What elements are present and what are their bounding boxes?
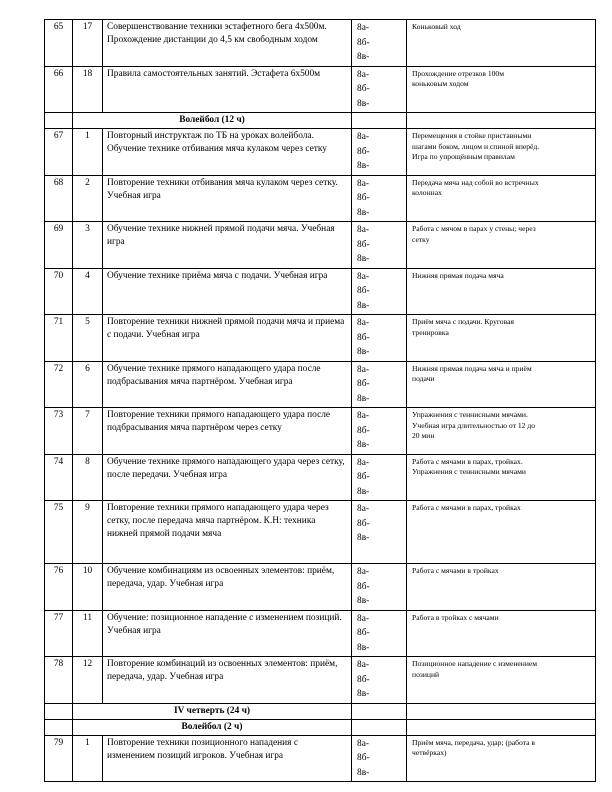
activity-line: Позиционное нападение с изменением xyxy=(412,659,538,668)
lesson-topic: Повторный инструктаж по ТБ на уроках волейбола. Обучение технике отбивания мяча кулаком через сетку xyxy=(103,129,352,176)
lesson-plan-body xyxy=(45,20,596,782)
lesson-number: 78 xyxy=(45,657,73,704)
lesson-row xyxy=(45,735,596,782)
class-list xyxy=(352,610,407,657)
section-lesson-number: 8 xyxy=(73,454,103,501)
activity-description xyxy=(407,20,596,67)
lesson-topic: Совершенствование техники эстафетного бега 4х500м. Прохождение дистанции до 4,5 км свободным ходом xyxy=(103,20,352,67)
activity-line: четвёрках) xyxy=(412,748,447,757)
class-label: 8а- xyxy=(357,271,369,282)
class-list xyxy=(352,564,407,611)
class-label: 8в- xyxy=(357,254,370,264)
class-label: 8в- xyxy=(357,207,370,218)
lesson-topic: Повторение техники отбивания мяча кулаком через сетку. Учебная игра xyxy=(103,175,352,222)
class-label: 8б- xyxy=(357,628,370,638)
lesson-row xyxy=(45,454,596,501)
activity-line: колоннах xyxy=(412,188,442,197)
class-label: 8а- xyxy=(357,567,369,577)
lesson-row xyxy=(45,175,596,222)
activity-line: Нижняя прямая подача мяча xyxy=(412,270,504,280)
lesson-number: 68 xyxy=(45,175,73,222)
lesson-row xyxy=(45,20,596,67)
lesson-topic: Повторение комбинаций из освоенных элементов: приём, передача, удар. Учебная игра xyxy=(103,657,352,704)
class-list xyxy=(352,175,407,222)
class-label: 8б- xyxy=(357,84,370,94)
class-label: 8а- xyxy=(357,660,369,670)
activity-line: Упражнения с теннисными мячами. xyxy=(412,410,528,419)
lesson-row xyxy=(45,66,596,113)
class-label: 8б- xyxy=(357,753,370,763)
lesson-row xyxy=(45,315,596,362)
activity-description xyxy=(407,610,596,657)
class-label: 8в- xyxy=(357,347,370,357)
activity-description xyxy=(407,657,596,704)
activity-line: Работа с мячами в парах, тройках. xyxy=(412,456,523,466)
class-label: 8а- xyxy=(357,69,369,80)
class-label: 8в- xyxy=(357,393,370,404)
activity-line: Работа с мячами в тройках xyxy=(412,566,499,575)
class-list xyxy=(352,315,407,362)
class-label: 8в- xyxy=(357,533,370,543)
lesson-number: 65 xyxy=(45,20,73,67)
class-label: 8б- xyxy=(357,379,370,389)
activity-line: Учебная игра длительностью от 12 до xyxy=(412,420,535,430)
lesson-number: 76 xyxy=(45,564,73,611)
activity-line: коньковым ходом xyxy=(412,79,469,88)
lesson-topic: Обучение технике прямого нападающего удара через сетку, после передачи. Учебная игра xyxy=(103,454,352,501)
lesson-row xyxy=(45,408,596,455)
activity-line: 20 мин xyxy=(412,431,435,440)
class-list xyxy=(352,20,407,67)
section-class-cell xyxy=(352,703,407,719)
section-activity-cell xyxy=(407,703,596,719)
lesson-topic: Обучение технике нижней прямой подачи мяча. Учебная игра xyxy=(103,222,352,269)
section-num-cell xyxy=(45,703,73,719)
class-list xyxy=(352,129,407,176)
class-label: 8в- xyxy=(357,596,370,606)
class-list xyxy=(352,657,407,704)
class-label: 8б- xyxy=(357,581,370,592)
lesson-number: 74 xyxy=(45,454,73,501)
lesson-row xyxy=(45,268,596,315)
class-label: 8а- xyxy=(357,364,369,375)
class-list xyxy=(352,361,407,408)
lesson-row xyxy=(45,129,596,176)
activity-line: Передача мяча над собой во встречных xyxy=(412,177,539,187)
section-header-row xyxy=(45,719,596,735)
section-lesson-number: 7 xyxy=(73,408,103,455)
activity-line: Перемещения в стойке приставными xyxy=(412,131,532,140)
class-label: 8а- xyxy=(357,457,369,468)
class-label: 8в- xyxy=(357,98,370,109)
activity-description xyxy=(407,564,596,611)
class-label: 8в- xyxy=(357,689,370,699)
section-lesson-number: 5 xyxy=(73,315,103,362)
section-lesson-number: 3 xyxy=(73,222,103,269)
class-list xyxy=(352,66,407,113)
activity-line: Коньковый ход xyxy=(412,22,461,31)
lesson-row xyxy=(45,501,596,564)
activity-line: Упражнения с теннисными мячами xyxy=(412,467,526,476)
activity-description xyxy=(407,501,596,564)
lesson-number: 75 xyxy=(45,501,73,564)
class-label: 8б- xyxy=(357,332,370,343)
class-label: 8б- xyxy=(357,37,370,48)
class-label: 8а- xyxy=(357,23,369,33)
section-class-cell xyxy=(352,113,407,129)
section-lesson-number: 11 xyxy=(73,610,103,657)
class-label: 8б- xyxy=(357,193,370,203)
activity-description xyxy=(407,66,596,113)
activity-line: позиций xyxy=(412,669,440,679)
lesson-topic: Повторение техники нижней прямой подачи мяча и приема с подачи. Учебная игра xyxy=(103,315,352,362)
activity-line: Игра по упрощённым правилам xyxy=(412,152,515,161)
section-lesson-number: 17 xyxy=(73,20,103,67)
lesson-number: 70 xyxy=(45,268,73,315)
class-label: 8б- xyxy=(357,674,370,685)
class-label: 8б- xyxy=(357,146,370,157)
lesson-number: 67 xyxy=(45,129,73,176)
lesson-topic: Правила самостоятельных занятий. Эстафета 6х500м xyxy=(103,66,352,113)
lesson-topic: Повторение техники прямого нападающего удара после подбрасывания мяча партнёром через сетку xyxy=(103,408,352,455)
activity-line: сетку xyxy=(412,234,430,244)
lesson-plan-table xyxy=(44,19,596,782)
class-label: 8в- xyxy=(357,767,370,778)
activity-line: тренировка xyxy=(412,327,449,337)
section-lesson-number: 1 xyxy=(73,129,103,176)
lesson-number: 73 xyxy=(45,408,73,455)
section-title: Волейбол (2 ч) xyxy=(73,719,352,735)
activity-description xyxy=(407,175,596,222)
activity-line: Нижняя прямая подача мяча и приём xyxy=(412,363,532,373)
class-label: 8а- xyxy=(357,613,369,624)
class-label: 8б- xyxy=(357,425,370,436)
section-lesson-number: 12 xyxy=(73,657,103,704)
lesson-topic: Обучение технике прямого нападающего удара после подбрасывания мяча партнёром. Учебная игра xyxy=(103,361,352,408)
lesson-topic: Обучение: позиционное нападение с изменением позиций. Учебная игра xyxy=(103,610,352,657)
activity-description xyxy=(407,735,596,782)
lesson-number: 79 xyxy=(45,735,73,782)
class-label: 8а- xyxy=(357,132,369,142)
class-label: 8б- xyxy=(357,286,370,296)
section-activity-cell xyxy=(407,113,596,129)
class-label: 8в- xyxy=(357,300,370,311)
class-label: 8а- xyxy=(357,225,369,235)
section-lesson-number: 1 xyxy=(73,735,103,782)
class-list xyxy=(352,408,407,455)
class-label: 8б- xyxy=(357,472,370,482)
section-lesson-number: 9 xyxy=(73,501,103,564)
lesson-topic: Повторение техники прямого нападающего удара через сетку, после передача мяча партнёром. К.Н: техника нижней прямой подачи мяча xyxy=(103,501,352,564)
section-header-row xyxy=(45,113,596,129)
lesson-row xyxy=(45,222,596,269)
class-label: 8б- xyxy=(357,518,370,529)
activity-description xyxy=(407,268,596,315)
class-label: 8а- xyxy=(357,178,369,189)
class-list xyxy=(352,735,407,782)
lesson-topic: Обучение комбинациям из освоенных элементов: приём, передача, удар. Учебная игра xyxy=(103,564,352,611)
lesson-topic: Повторение техники позиционного нападения с изменением позиций игроков. Учебная игра xyxy=(103,735,352,782)
section-header-row xyxy=(45,703,596,719)
class-label: 8в- xyxy=(357,642,370,653)
class-label: 8в- xyxy=(357,161,370,171)
lesson-row xyxy=(45,657,596,704)
section-title: IV четверть (24 ч) xyxy=(73,703,352,719)
section-lesson-number: 2 xyxy=(73,175,103,222)
class-label: 8а- xyxy=(357,504,369,514)
lesson-topic: Обучение технике приёма мяча с подачи. Учебная игра xyxy=(103,268,352,315)
section-lesson-number: 4 xyxy=(73,268,103,315)
activity-line: Приём мяча с подачи. Круговая xyxy=(412,317,514,326)
section-lesson-number: 10 xyxy=(73,564,103,611)
section-lesson-number: 18 xyxy=(73,66,103,113)
lesson-row xyxy=(45,564,596,611)
class-list xyxy=(352,268,407,315)
class-label: 8а- xyxy=(357,318,369,328)
section-num-cell xyxy=(45,113,73,129)
activity-line: Приём мяча, передача, удар; (работа в xyxy=(412,737,536,747)
lesson-row xyxy=(45,361,596,408)
activity-line: Работа в тройках с мячами xyxy=(412,612,499,622)
activity-description xyxy=(407,454,596,501)
activity-line: подачи xyxy=(412,374,435,383)
lesson-number: 77 xyxy=(45,610,73,657)
class-label: 8в- xyxy=(357,440,370,450)
section-class-cell xyxy=(352,719,407,735)
activity-line: шагами боком, лицом и спиной вперёд. xyxy=(412,141,540,151)
lesson-number: 66 xyxy=(45,66,73,113)
lesson-number: 71 xyxy=(45,315,73,362)
activity-line: Работа с мячами в парах, тройках xyxy=(412,503,521,512)
activity-description xyxy=(407,315,596,362)
class-label: 8б- xyxy=(357,239,370,250)
class-label: 8в- xyxy=(357,52,370,62)
class-list xyxy=(352,454,407,501)
activity-description xyxy=(407,129,596,176)
activity-line: Прохождение отрезков 100м xyxy=(412,68,505,78)
class-list xyxy=(352,501,407,564)
section-title: Волейбол (12 ч) xyxy=(73,113,352,129)
section-lesson-number: 6 xyxy=(73,361,103,408)
lesson-number: 72 xyxy=(45,361,73,408)
lesson-number: 69 xyxy=(45,222,73,269)
class-list xyxy=(352,222,407,269)
class-label: 8а- xyxy=(357,738,369,749)
activity-line: Работа с мячом в парах у стены; через xyxy=(412,224,536,233)
class-label: 8а- xyxy=(357,411,369,421)
activity-description xyxy=(407,361,596,408)
lesson-row xyxy=(45,610,596,657)
class-label: 8в- xyxy=(357,486,370,497)
section-num-cell xyxy=(45,719,73,735)
lesson-plan-sheet xyxy=(44,19,595,782)
activity-description xyxy=(407,222,596,269)
activity-description xyxy=(407,408,596,455)
section-activity-cell xyxy=(407,719,596,735)
